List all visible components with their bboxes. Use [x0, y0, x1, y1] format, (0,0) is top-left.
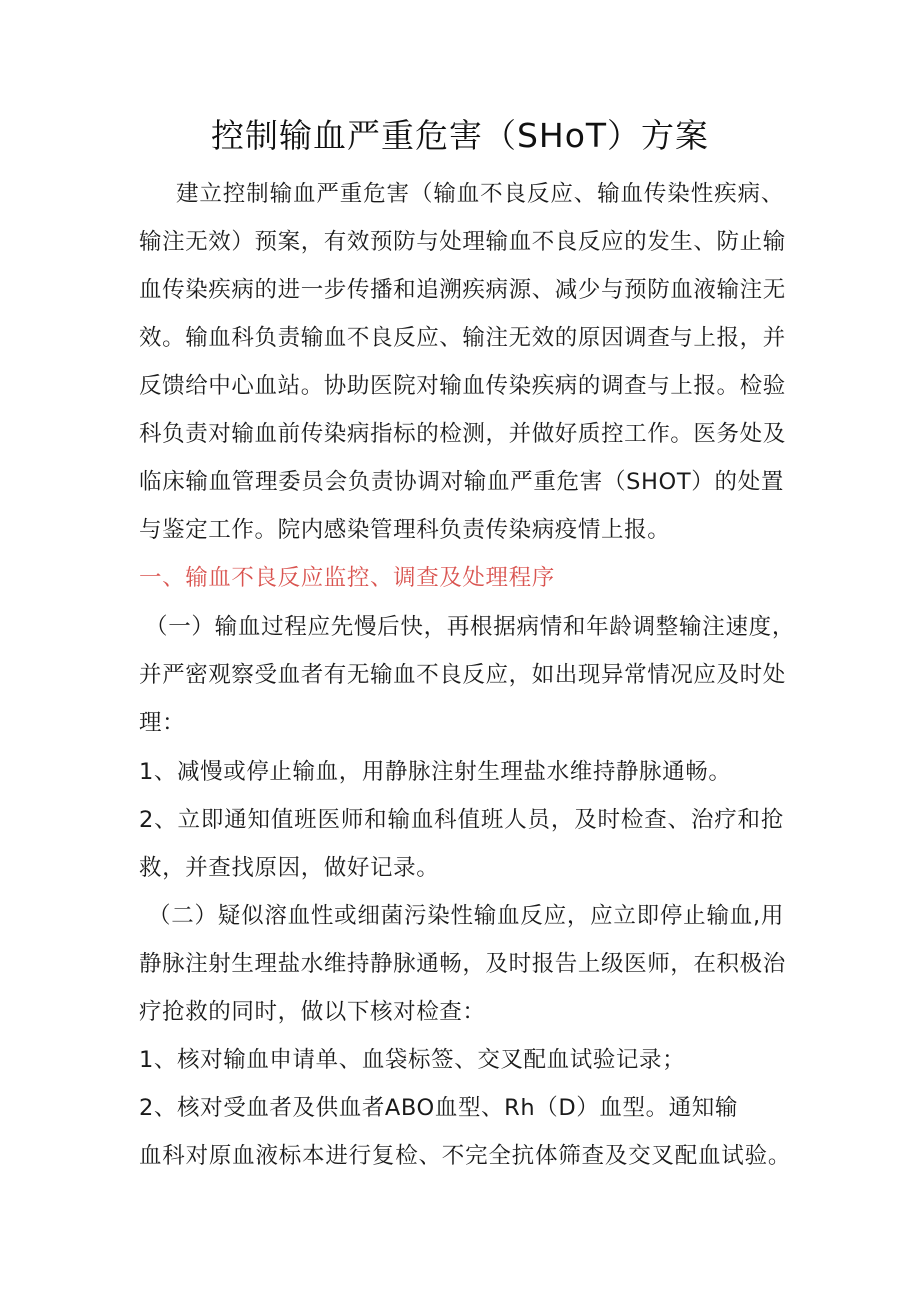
paragraph-line: 血科对原血液标本进行复检、不完全抗体筛查及交叉配血试验。	[139, 1143, 791, 1169]
list-item: 1、减慢或停止输血，用静脉注射生理盐水维持静脉通畅。	[139, 759, 732, 785]
paragraph-line: （一）输血过程应先慢后快，再根据病情和年龄调整输注速度，	[145, 614, 795, 640]
paragraph-line: 输注无效）预案，有效预防与处理输血不良反应的发生、防止输	[139, 229, 786, 255]
list-item: 2、立即通知值班医师和输血科值班人员，及时检查、治疗和抢	[139, 807, 784, 833]
paragraph-line: 救，并查找原因，做好记录。	[139, 855, 440, 881]
paragraph-line: 理：	[139, 710, 186, 736]
paragraph-line: 与鉴定工作。院内感染管理科负责传染病疫情上报。	[139, 517, 671, 543]
paragraph-line: 效。输血科负责输血不良反应、输注无效的原因调查与上报，并	[139, 325, 786, 351]
paragraph-line: 反馈给中心血站。协助医院对输血传染疾病的调查与上报。检验	[139, 373, 786, 399]
paragraph-line: 并严密观察受血者有无输血不良反应，如出现异常情况应及时处	[139, 662, 786, 688]
list-item: 1、核对输血申请单、血袋标签、交叉配血试验记录；	[139, 1047, 686, 1073]
paragraph-line: 临床输血管理委员会负责协调对输血严重危害（SHOT）的处置	[139, 469, 784, 495]
paragraph-line: 建立控制输血严重危害（输血不良反应、输血传染性疾病、	[176, 181, 784, 207]
paragraph-line: 静脉注射生理盐水维持静脉通畅，及时报告上级医师，在积极治	[139, 951, 786, 977]
paragraph-line: （二）疑似溶血性或细菌污染性输血反应，应立即停止输血,用	[148, 903, 784, 929]
section-heading: 一、输血不良反应监控、调查及处理程序	[139, 565, 555, 591]
document-title: 控制输血严重危害（SHoT）方案	[210, 116, 710, 155]
paragraph-line: 科负责对输血前传染病指标的检测，并做好质控工作。医务处及	[139, 421, 786, 447]
paragraph-line: 血传染疾病的进一步传播和追溯疾病源、减少与预防血液输注无	[139, 277, 786, 303]
list-item: 2、核对受血者及供血者ABO血型、Rh（D）血型。通知输	[139, 1095, 738, 1121]
paragraph-line: 疗抢救的同时，做以下核对检查：	[139, 999, 486, 1025]
